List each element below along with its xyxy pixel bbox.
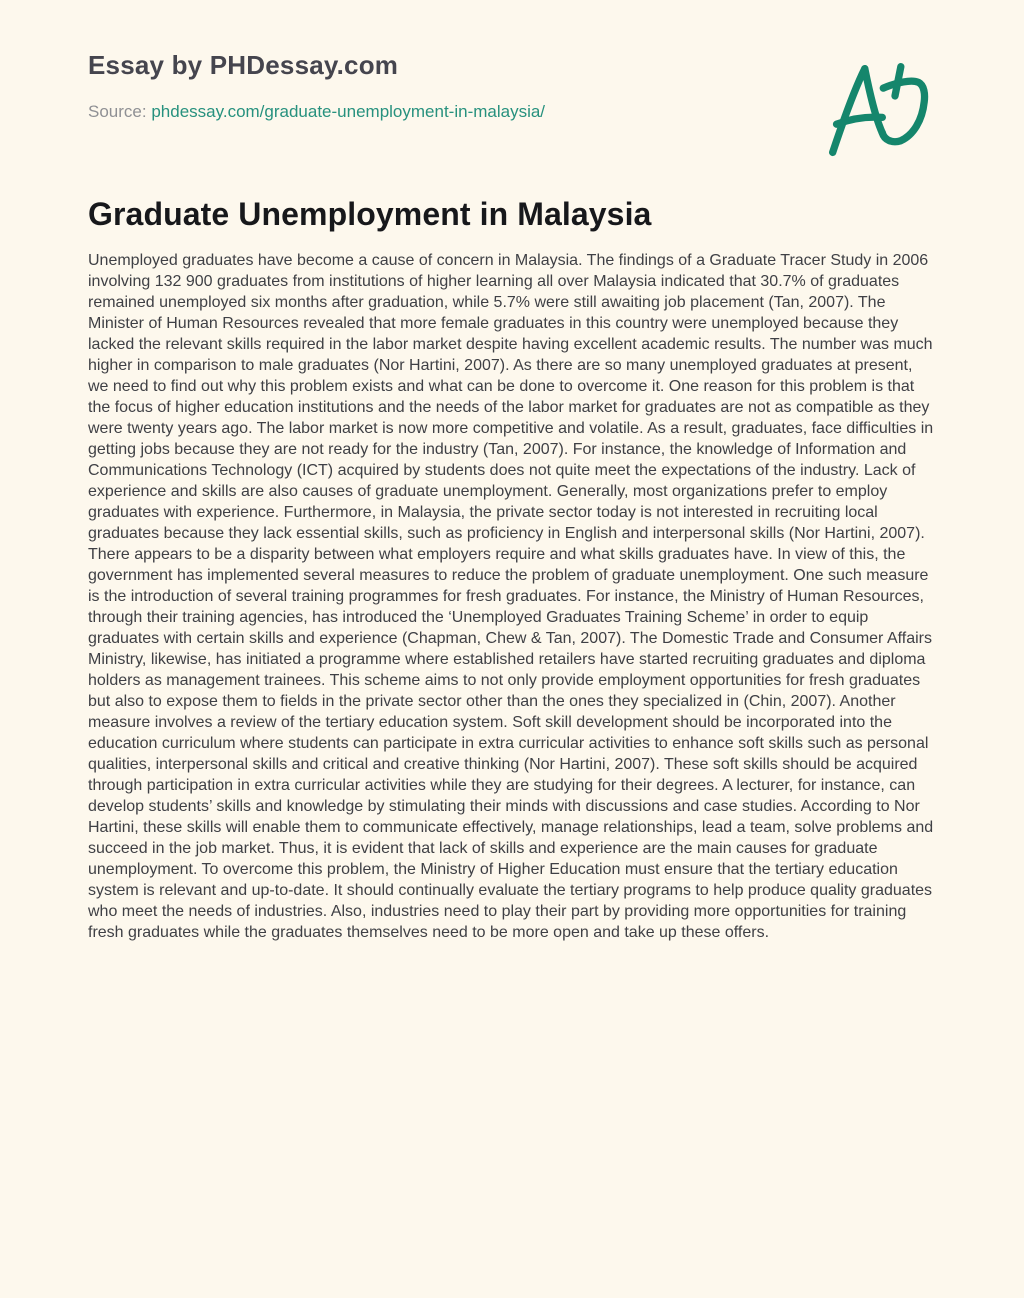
essay-title: Graduate Unemployment in Malaysia bbox=[88, 196, 652, 232]
essay-content bbox=[88, 195, 936, 943]
brand-title: Essay by PHDessay.com bbox=[88, 50, 399, 80]
a-plus-logo-icon bbox=[820, 56, 932, 168]
source-label: Source: bbox=[88, 102, 147, 121]
source-link[interactable]: phdessay.com/graduate-unemployment-in-malaysia/ bbox=[151, 102, 546, 121]
source-line bbox=[88, 101, 936, 123]
essay-body-text: Unemployed graduates have become a cause of concern in Malaysia. The findings of a Graduate Tracer Study in 2006 involving 132 900 graduates from institutions of higher learning all over Malaysia indicated that 30.7% of graduates remained unemployed six months after graduation, while 5.7% were still awaiting job placement (Tan, 2007). The Minister of Human Resources revealed that more female graduates in this country were unemployed because they lacked the relevant skills required in the labor market despite having excellent academic results. The number was much higher in comparison to male graduates (Nor Hartini, 2007). As there are so many unemployed graduates at present, we need to find out why this problem exists and what can be done to overcome it. One reason for this problem is that the focus of higher education institutions and the needs of the labor market for graduates are not as compatible as they were twenty years ago. The labor market is now more competitive and volatile. As a result, graduates, face difficulties in getting jobs because they are not ready for the industry (Tan, 2007). For instance, the knowledge of Information and Communications Technology (ICT) acquired by students does not quite meet the expectations of the industry. Lack of experience and skills are also causes of graduate unemployment. Generally, most organizations prefer to employ graduates with experience. Furthermore, in Malaysia, the private sector today is not interested in recruiting local graduates because they lack essential skills, such as proficiency in English and interpersonal skills (Nor Hartini, 2007). There appears to be a disparity between what employers require and what skills graduates have. In view of this, the government has implemented several measures to reduce the problem of graduate unemployment. One such measure is the introduction of several training programmes for fresh graduates. For instance, the Ministry of Human Resources, through their training agencies, has introduced the ‘Unemployed Graduates Training Scheme’ in order to equip graduates with certain skills and experience (Chapman, Chew & Tan, 2007). The Domestic Trade and Consumer Affairs Ministry, likewise, has initiated a programme where established retailers have started recruiting graduates and diploma holders as management trainees. This scheme aims to not only provide employment opportunities for fresh graduates but also to expose them to fields in the private sector other than the ones they specialized in (Chin, 2007). Another measure involves a review of the tertiary education system. Soft skill development should be incorporated into the education curriculum where students can participate in extra curricular activities to enhance soft skills such as personal qualities, interpersonal skills and critical and creative thinking (Nor Hartini, 2007). These soft skills should be acquired through participation in extra curricular activities while they are studying for their degrees. A lecturer, for instance, can develop students’ skills and knowledge by stimulating their minds with discussions and case studies. According to Nor Hartini, these skills will enable them to communicate effectively, manage relationships, lead a team, solve problems and succeed in the job market. Thus, it is evident that lack of skills and experience are the main causes for graduate unemployment. To overcome this problem, the Ministry of Higher Education must ensure that the tertiary education system is relevant and up-to-date. It should continually evaluate the tertiary programs to help produce quality graduates who meet the needs of industries. Also, industries need to play their part by providing more opportunities for training fresh graduates while the graduates themselves need to be more open and take up these offers. bbox=[88, 252, 934, 941]
page-header bbox=[88, 49, 936, 123]
